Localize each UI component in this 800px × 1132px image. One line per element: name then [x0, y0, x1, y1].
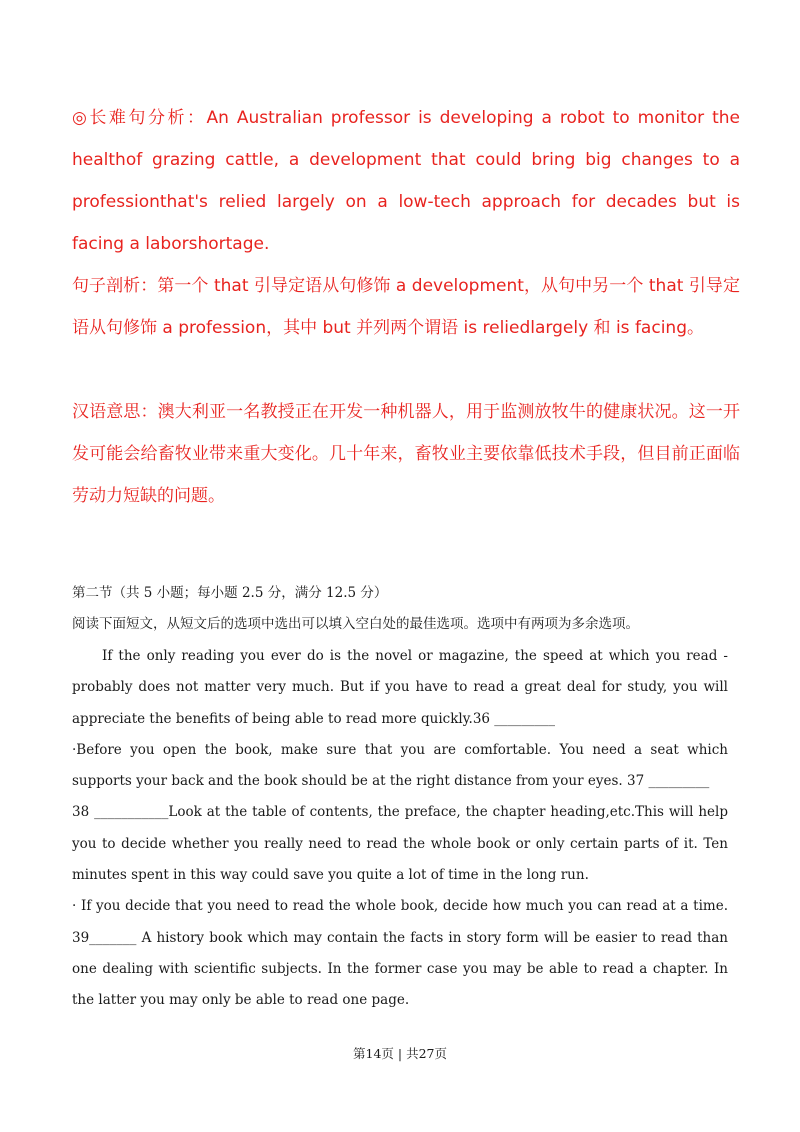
long-sentence-analysis — [72, 97, 740, 265]
section-instruction: 阅读下面短文，从短文后的选项中选出可以填入空白处的最佳选项。选项中有两项为多余选项。 — [72, 616, 639, 632]
passage-paragraph-3: 38 ___________Look at the table of contents, the preface, the chapter heading,etc.This will help you to decide whether you really need to read the whole book or only certain parts of it. Ten minutes spent in this way could save you quite a lot of time in the long run. — [72, 804, 728, 884]
section-header — [72, 578, 728, 640]
passage-paragraph-1: If the only reading you ever do is the novel or magazine, the speed at which you read -probably does not matter very much. But if you have to read a great deal for study, you will appreciate the benefits of being able to read more quickly.36 _________ — [72, 648, 728, 727]
chinese-meaning — [72, 391, 740, 517]
sentence-structure — [72, 265, 740, 349]
section-title: 第二节（共 5 小题；每小题 2.5 分，满分 12.5 分） — [72, 585, 388, 601]
passage-paragraph-2: ·Before you open the book, make sure that you are comfortable. You need a seat which supports your back and the book should be at the right distance from your eyes. 37 _________ — [72, 741, 728, 790]
page-footer: 第14页 | 共27页 — [353, 1046, 447, 1061]
long-sentence-text: ◎长难句分析：An Australian professor is developing a robot to monitor the healthof grazing cattle, a development that could bring big changes to a professionthat's relied largely on a low-tech approach for decades but is facing a laborshortage. — [72, 108, 740, 254]
chinese-meaning-text: 汉语意思：澳大利亚一名教授正在开发一种机器人，用于监测放牧牛的健康状况。这一开发可能会给畜牧业带来重大变化。几十年来，畜牧业主要依靠低技术手段，但目前正面临劳动力短缺的问题。 — [72, 402, 740, 506]
passage-paragraph-4: · If you decide that you need to read the whole book, decide how much you can read at a time. 39_______ A history book which may contain the facts in story form will be easier to read than one dealing with scientific subjects. In the former case you may be able to read a chapter. In the latter you may only be able to read one page. — [72, 898, 728, 1009]
sentence-structure-text: 句子剖析：第一个 that 引导定语从句修饰 a development，从句中另一个 that 引导定语从句修饰 a profession，其中 but 并列两个谓语 is reliedlargely 和 is facing。 — [72, 276, 740, 338]
reading-passage — [72, 641, 728, 1017]
